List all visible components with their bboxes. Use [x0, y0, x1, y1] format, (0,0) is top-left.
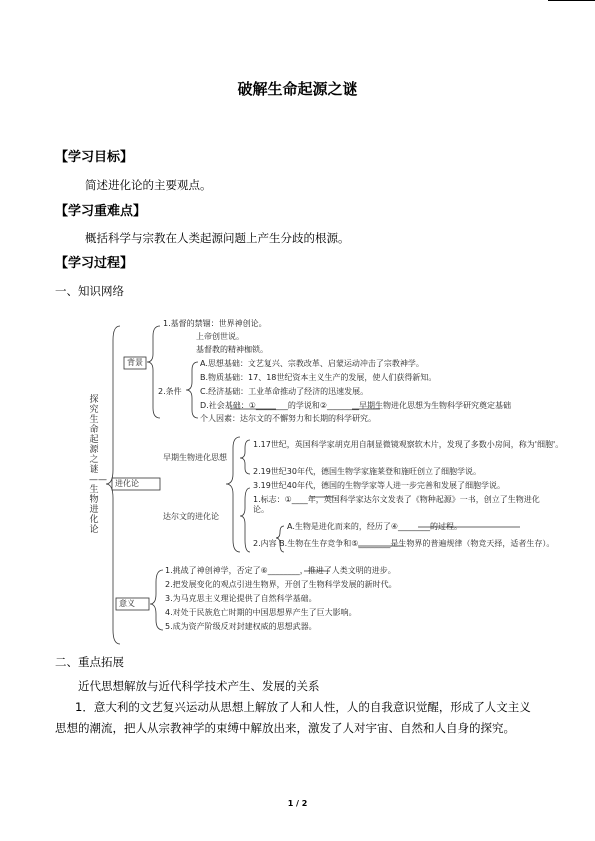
b3-item-5: 5.成为资产阶级反对封建权威的思想武器。 [165, 622, 317, 631]
b2-darwin-item-2: A.生物是进化而来的，经历了④________的过程。 [287, 522, 463, 531]
b2-darwin-item-3: 2.内容 B.生物在生存竞争和⑤________是生物界的普遍规律（物竞天择，适者生存）。 [253, 539, 555, 548]
b2-early-label: 早期生物进化思想 [163, 453, 227, 462]
b1-item-8: 个人因素：达尔文的不懈努力和长期的科学研究。 [200, 414, 376, 423]
branch-evolution-label: 进化论 [115, 479, 139, 488]
b2-early-item-1: 1.17世纪，英国科学家胡克用自制显微镜观察软木片，发现了多数小房间，称为'细胞'。 [253, 440, 564, 449]
key-heading: 【学习重难点】 [55, 204, 147, 219]
b3-item-3: 3.为马克思主义理论提供了自然科学基础。 [165, 594, 317, 603]
part2-heading: 二、重点拓展 [55, 655, 124, 669]
key-text: 概括科学与宗教在人类起源问题上产生分歧的根源。 [85, 231, 350, 245]
process-heading: 【学习过程】 [55, 256, 134, 271]
goal-heading: 【学习目标】 [55, 150, 134, 165]
b1-item-2: 上帝创世说。 [196, 332, 244, 341]
branch-background-label: 背景 [127, 358, 143, 367]
page-title: 破解生命起源之谜 [237, 80, 358, 98]
goal-text: 简述进化论的主要观点。 [85, 178, 212, 192]
b3-item-1: 1.挑战了神创神学，否定了⑥________，推进了人类文明的进步。 [165, 566, 396, 575]
b1-item-4: A.思想基础：文艺复兴、宗教改革、启蒙运动冲击了宗教神学。 [200, 359, 424, 368]
b2-early-item-3: 3.19世纪40年代，德国的生物学家等人进一步完善和发展了细胞学说。 [253, 481, 505, 490]
b1-conditions-label: 2.条件 [158, 387, 182, 396]
page-number: 1 / 2 [287, 799, 308, 808]
b2-early-item-2: 2.19世纪30年代，德国生物学家施莱登和施旺创立了细胞学说。 [253, 467, 481, 476]
b1-item-5: B.物质基础：17、18世纪资本主义生产的发展，使人们获得新知。 [200, 373, 437, 382]
b2-darwin-item-1: 1.标志：①____年，英国科学家达尔文发表了《物种起源》一书，创立了生物进化论。 [253, 495, 540, 514]
branch-significance-label: 意义 [119, 599, 135, 608]
diagram-root-label: 探究生命起源之谜——生物进化论 [89, 395, 107, 535]
b1-item-6: C.经济基础：工业革命推动了经济的迅速发展。 [200, 387, 369, 396]
part1-heading: 一、知识网络 [55, 284, 124, 298]
part2-paragraph: 1．意大利的文艺复兴运动从思想上解放了人和人性，人的自我意识觉醒，形成了人文主义思想的潮流，把人从宗教神学的束缚中解放出来，激发了人对宇宙、自然和人自身的探究。 [55, 700, 531, 735]
b1-item-1: 1.基督的禁锢：世界神创论。 [163, 319, 267, 328]
b3-item-2: 2.把发展变化的观点引进生物界，开创了生物科学发展的新时代。 [165, 580, 397, 589]
part2-subheading: 近代思想解放与近代科学技术产生、发展的关系 [78, 679, 320, 693]
b1-item-7: D.社会基础：①________的学说和②________早期生物进化思想为生物科学研究奠定基础 [200, 401, 512, 410]
b1-item-3: 基督教的精神枷锁。 [196, 345, 268, 354]
b3-item-4: 4.对处于民族危亡时期的中国思想界产生了巨大影响。 [165, 608, 357, 617]
b2-darwin-label: 达尔文的进化论 [163, 512, 219, 521]
